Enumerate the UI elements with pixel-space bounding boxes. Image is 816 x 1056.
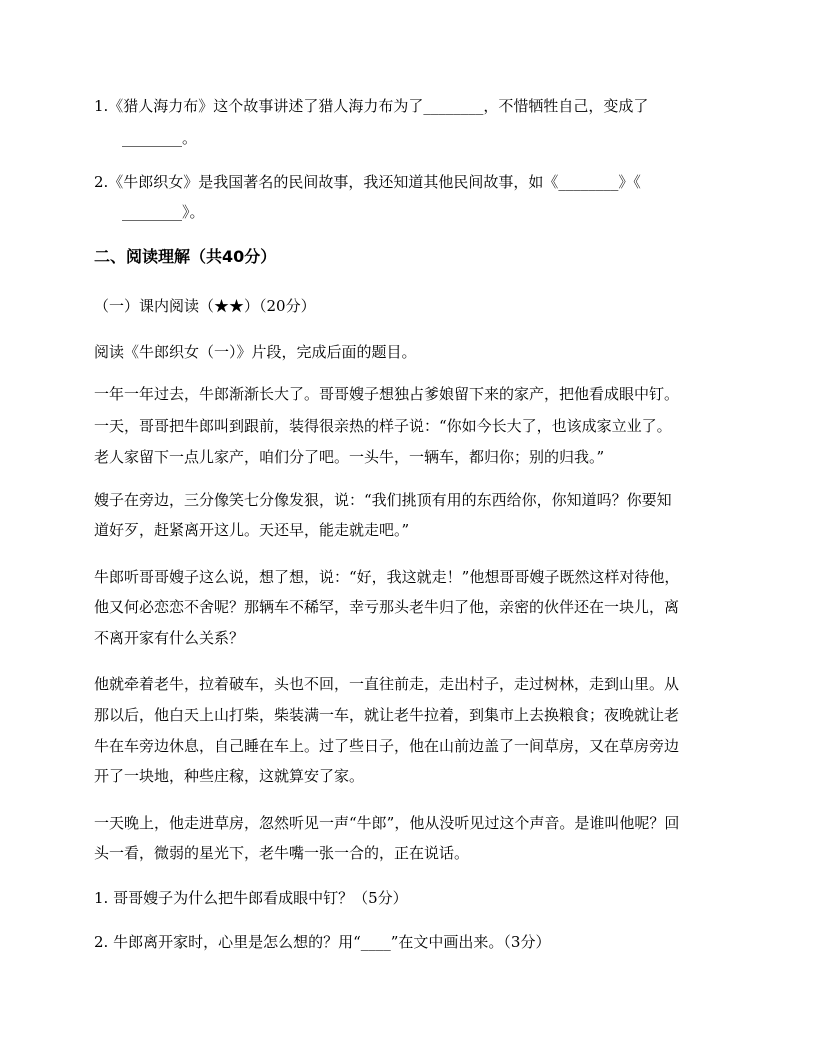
fill-in-question-2-line-2: ________》。 bbox=[122, 203, 205, 221]
section-title: 二、阅读理解（共40分） bbox=[94, 247, 277, 266]
fill-in-question-2-line-1: 2.《牛郎织女》是我国著名的民间故事，我还知道其他民间故事，如《________》《 bbox=[94, 173, 641, 191]
passage-line: 不离开家有什么关系？ bbox=[94, 629, 245, 647]
passage-line: 老人家留下一点儿家产，咱们分了吧。一头牛，一辆车，都归你；别的归我。” bbox=[94, 448, 605, 466]
passage-line: 牛在车旁边休息，自己睡在车上。过了些日子，他在山前边盖了一间草房，又在草房旁边 bbox=[94, 737, 680, 755]
reading-question-2: 2. 牛郎离开家时，心里是怎么想的？用“____”在文中画出来。（3分） bbox=[94, 933, 551, 951]
fill-in-question-1-line-2: ________。 bbox=[122, 129, 198, 147]
reading-instruction: 阅读《牛郎织女（一）》片段，完成后面的题目。 bbox=[94, 343, 417, 361]
passage-line: 一天，哥哥把牛郎叫到跟前，装得很亲热的样子说：“你如今长大了，也该成家立业了。 bbox=[94, 417, 672, 435]
passage-line: 他又何必恋恋不舍呢？那辆车不稀罕，幸亏那头老牛归了他，亲密的伙伴还在一块儿，离 bbox=[94, 598, 680, 616]
passage-line: 那以后，他白天上山打柴，柴装满一车，就让老牛拉着，到集市上去换粮食；夜晚就让老 bbox=[94, 706, 680, 724]
subsection-title: （一）课内阅读（★★）（20分） bbox=[94, 297, 316, 315]
fill-in-question-1-line-1: 1.《猎人海力布》这个故事讲述了猎人海力布为了________，不惜牺牲自己，变成了 bbox=[94, 97, 649, 115]
passage-line: 开了一块地，种些庄稼，这就算安了家。 bbox=[94, 767, 365, 785]
passage-line: 他就牵着老牛，拉着破车，头也不回，一直往前走，走出村子，走过树林，走到山里。从 bbox=[94, 675, 680, 693]
reading-question-1: 1. 哥哥嫂子为什么把牛郎看成眼中钉？（5分） bbox=[94, 889, 408, 907]
passage-line: 一年一年过去，牛郎渐渐长大了。哥哥嫂子想独占爹娘留下来的家产，把他看成眼中钉。 bbox=[94, 385, 680, 403]
passage-line: 嫂子在旁边，三分像笑七分像发狠，说：“我们挑顶有用的东西给你，你知道吗？你要知 bbox=[94, 491, 672, 509]
passage-line: 头一看，微弱的星光下，老牛嘴一张一合的，正在说话。 bbox=[94, 844, 470, 862]
passage-line: 一天晚上，他走进草房，忽然听见一声“牛郎”，他从没听见过这个声音。是谁叫他呢？回 bbox=[94, 814, 680, 832]
passage-line: 牛郎听哥哥嫂子这么说，想了想，说：“好，我这就走！”他想哥哥嫂子既然这样对待他， bbox=[94, 568, 680, 586]
passage-line: 道好歹，赶紧离开这儿。天还早，能走就走吧。” bbox=[94, 521, 410, 539]
